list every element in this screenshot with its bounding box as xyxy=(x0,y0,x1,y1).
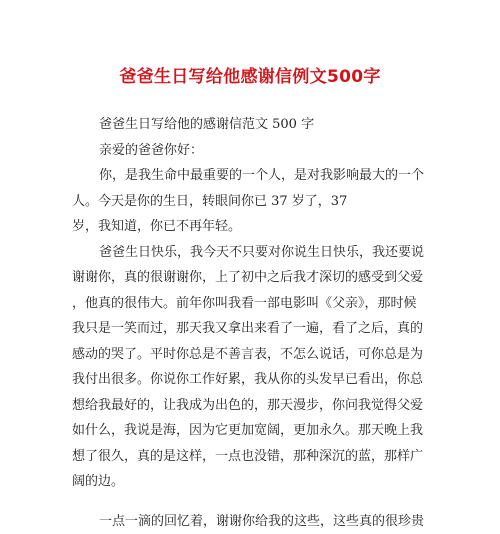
subtitle-line: 爸爸生日写给他的感谢信范文 500 字 xyxy=(72,112,432,138)
paragraph-line: ，他真的很伟大。前年你叫我看一部电影叫《父亲》，那时候 xyxy=(72,291,432,317)
paragraph-line: 爸爸生日快乐，我今天不只要对你说生日快乐，我还要说 xyxy=(72,240,432,266)
paragraph-line: 想给我最好的，让我成为出色的，那天漫步，你问我觉得父爱 xyxy=(72,393,432,419)
paragraph-line: 阔的边。 xyxy=(72,469,432,495)
paragraph-line: 你，是我生命中最重要的一个人，是对我影响最大的一个 xyxy=(72,163,432,189)
paragraph-line: 岁，我知道，你已不再年轻。 xyxy=(72,214,432,240)
paragraph-line: 人。今天是你的生日，转眼间你已 37 岁了，37 xyxy=(72,189,432,215)
paragraph-line: 我付出很多。你说你工作好累，我从你的头发早已看出，你总 xyxy=(72,367,432,393)
paragraph-line: 想了很久，真的是这样，一点也没错，那种深沉的蓝，那样广 xyxy=(72,444,432,470)
paragraph-line: 一点一滴的回忆着，谢谢你给我的这些，这些真的很珍贵 xyxy=(72,509,432,534)
paragraph-line: 谢谢你，真的很谢谢你，上了初中之后我才深切的感受到父爱 xyxy=(72,265,432,291)
document-title: 爸爸生日写给他感谢信例文500字 xyxy=(0,62,500,87)
paragraph-line: 如什么，我说是海，因为它更加宽阔，更加永久。那天晚上我 xyxy=(72,418,432,444)
greeting-line: 亲爱的爸爸你好： xyxy=(72,138,432,164)
document-body xyxy=(72,112,432,534)
paragraph-gap xyxy=(72,495,432,509)
paragraph-line: 感动的哭了。平时你总是不善言表，不怎么说话，可你总是为 xyxy=(72,342,432,368)
paragraph-line: 我只是一笑而过，那天我又拿出来看了一遍，看了之后，真的 xyxy=(72,316,432,342)
